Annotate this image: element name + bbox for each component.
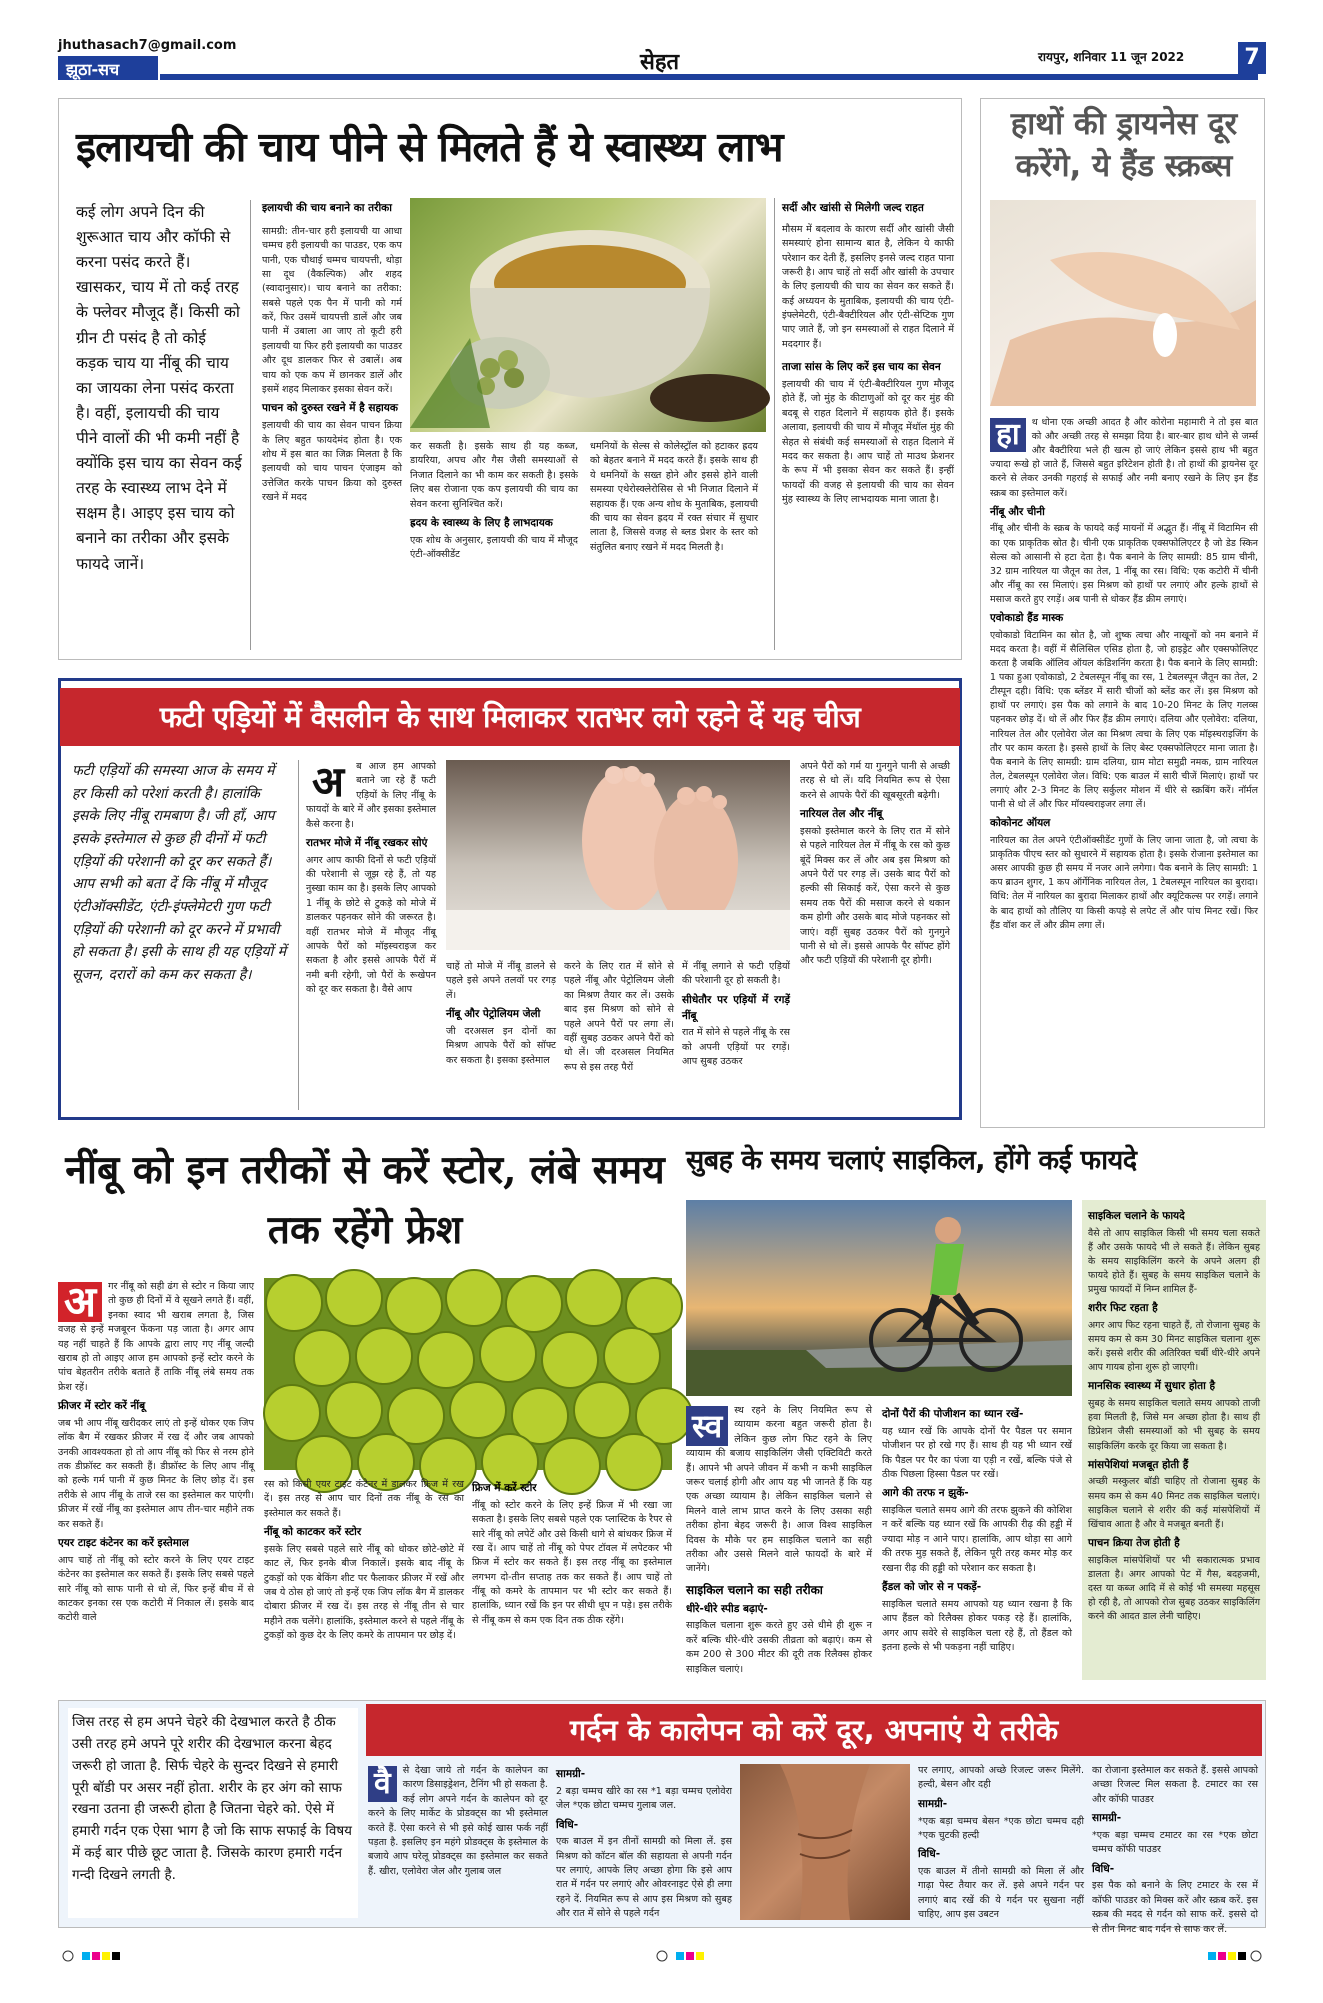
subhead: फ्रिज में करें स्टोर bbox=[472, 1482, 537, 1494]
dropcap: वै bbox=[368, 1766, 397, 1802]
subhead: पाचन क्रिया तेज होती है bbox=[1088, 1536, 1180, 1549]
subhead: ह्रदय के स्वास्थ्य के लिए है लाभदायक bbox=[410, 516, 553, 529]
paragraph: जब भी आप नींबू खरीदकर लाएं तो इन्हें धोकर एक जिप लॉक बैग में रखकर फ्रीजर में रख दें और जब आपको उनकी आवश्यकता हो तो आप नींबू को फिर से नरम होने तक डीफ्रॉस्ट कर सकती हैं। डीफ्रॉस्ट के लिए आप नींबू को हल्के गर्म पानी में कुछ मिनट के लिए छोड़ दें। इस तरीके से आप नींबू के ताजे रस का इस्तेमाल कर पाएंगी। फ्रीजर में रखें नींबू का इस्तेमाल आप तीन-चार महीने तक कर सकते हैं। bbox=[58, 1417, 254, 1530]
paragraph: नींबू और चीनी के स्क्रब के फायदे कई मायनों में अद्भुत हैं। नींबू में विटामिन सी का एक प्राकृतिक स्रोत है। चीनी एक प्राकृतिक एक्सफोलिएटर है जो डेड स्किन सेल्स को आसानी से हटा देता है। पैक बनाने के लिए सामग्री: 85 ग्राम चीनी, 32 ग्राम नारियल या जैतून का तेल, 1 नींबू का रस। विधि: एक कटोरी में चीनी और नींबू का रस मिलाएं। इस मिश्रण को हाथों पर लगाएं और हल्के हाथों से मसाज करते हुए रगड़ें। अब पानी से धोकर हैंड क्रीम लगाएं। bbox=[990, 523, 1258, 605]
paragraph: इलायची की चाय का सेवन पाचन क्रिया के लिए बहुत फायदेमंद होता है। एक शोध में इस बात का जिक्र मिलता है कि इलायची को चाय पाचन एंजाइम को उत्तेजित करके पाचन क्रिया को दुरुस्त रखने में मदद bbox=[262, 420, 402, 504]
heels-col4 bbox=[682, 960, 790, 1110]
paragraph: वैसे तो आप साइकिल किसी भी समय चला सकते हैं और उसके फायदे भी ले सकते हैं। लेकिन सुबह के समय साइकिलिंग करने के अपने अलग ही फायदे होते हैं। सुबह के समय साइकिल चलाने के प्रमुख फायदों में निम्न शामिल हैं- bbox=[1088, 1227, 1260, 1296]
cycle-sidebar bbox=[1082, 1200, 1266, 1680]
subhead: विधि- bbox=[1092, 1862, 1115, 1875]
paragraph: इसको इस्तेमाल करने के लिए रात में सोने से पहले नारियल तेल में नींबू के रस को कुछ बूंदें मिक्स कर लें और अब इस मिश्रण को अपने पैरों पर रगड़ लें। उसके बाद पैरों को हल्की सी सिकाई करें, ऐसा करने से कुछ समय तक पैरों की मसाज करने से थकान कम होगी और उसके बाद मोजे पहनकर सो जाएं। वहीं सुबह उठकर पैरों को गुनगुने पानी से धो लें। इससे आपके पैर सॉफ्ट होंगे और फटी एड़ियों की परेशानी दूर होगी। bbox=[800, 825, 950, 967]
cardamom-intro: कई लोग अपने दिन की शुरूआत चाय और कॉफी से करना पसंद करते हैं। खासकर, चाय में तो कई तरह के फ्लेवर मौजूद हैं। किसी को ग्रीन टी पसंद है तो कोई कड़क चाय या नींबू की चाय का जायका लेना पसंद करता है। वहीं, इलायची की चाय पीने वालों की भी कमी नहीं है क्योंकि इस चाय का सेवन कई तरह के स्वास्थ्य लाभ देने में सक्षम है। आइए इस चाय को बनाने का तरीका और इसके फायदे जानें। bbox=[76, 203, 242, 573]
paragraph: आप चाहें तो नींबू को स्टोर करने के लिए एयर टाइट कंटेनर का इस्तेमाल कर सकते हैं। इसके लिए सबसे पहले सारे नींबू को साफ पानी से धो लें, फिर इन्हें बीच में से काटकर इनका रस एक कटोरी में निकाल लें। इसके बाद कटोरी वाले bbox=[58, 1554, 254, 1624]
paragraph: गर नींबू को सही ढंग से स्टोर न किया जाए तो कुछ ही दिनों में वे सूखने लगते हैं। वहीं, इनका स्वाद भी खराब लगता है, जिस वजह से इन्हें मजबूरन फेंकना पड़ जाता है। अगर आप यह नहीं चाहते हैं कि आपके द्वारा लाए गए नींबू जल्दी खराब हो तो आइए आज हम आपको इन्हें स्टोर करने के पांच बेहतरीन तरीके बताते हैं ताकि नींबू लंबे समय तक फ्रेश रहें। bbox=[58, 1281, 254, 1393]
paragraph: नींबू को स्टोर करने के लिए इन्हें फ्रिज में भी रखा जा सकता है। इसके लिए सबसे पहले एक प्लास्टिक के रैपर से सारे नींबू को लपेटें और उसे किसी धागे से बांधकर फ्रिज में रख दें। आप चाहें तो नींबू को पेपर टॉवल में लपेटकर भी फ्रिज में स्टोर कर सकते हैं। इस तरह नींबू का इस्तेमाल लगभग दो-तीन सप्ताह तक कर सकते हैं। आप चाहें तो नींबू को कमरे के तापमान पर भी स्टोर कर सकते हैं। हालांकि, ध्यान रखें कि इन पर सीधी धूप न पड़े। इस तरीके से नींबू कम से कम एक दिन तक ठीक रहेंगे। bbox=[472, 1499, 672, 1626]
paragraph: साइकिल मांसपेशियों पर भी सकारात्मक प्रभाव डालता है। अगर आपको पेट में गैस, बदहजमी, दस्त या कब्ज आदि में से कोई भी समस्या महसूस हो रही है, तो आपको रोज सुबह उठकर साइकिलिंग करने की आदत डाल लेनी चाहिए। bbox=[1088, 1554, 1260, 1623]
paragraph: *एक बड़ा चम्मच बेसन *एक छोटा चम्मच दही *एक चुटकी हल्दी bbox=[918, 1815, 1084, 1841]
paragraph: अच्छी मस्कुलर बॉडी चाहिए तो रोजाना सुबह के समय कम से कम 40 मिनट तक साइकिल चलाएं। साइकिल चलाने से शरीर की कई मांसपेशियों में खिंचाव आता है और वे मजबूत बनती हैं। bbox=[1088, 1476, 1260, 1530]
neck-col2 bbox=[556, 1764, 732, 1922]
paragraph: साइकिल चलाना शुरू करते हुए उसे धीमे ही शुरू न करें बल्कि धीरे-धीरे उसकी तीव्रता को बढ़ाएं। कम से कम 200 से 300 मीटर की दूरी तक रिलैक्स होकर साइकिल चलाएं। bbox=[686, 1620, 872, 1675]
neck-col4 bbox=[1092, 1764, 1258, 1935]
paragraph: सुबह के समय साइकिल चलाते समय आपको ताजी हवा मिलती है, जिसे मन अच्छा होता है। साथ ही डिप्रेशन जैसी समस्याओं को भी सुबह के समय साइकिलिंग करके दूर किया जा सकता है। bbox=[1088, 1398, 1260, 1452]
paragraph: इसके लिए सबसे पहले सारे नींबू को धोकर छोटे-छोटे में काट लें, फिर इनके बीज निकालें। इसके बाद नींबू के टुकड़ों को एक बेकिंग शीट पर फैलाकर फ्रीजर में रखें और जब ये ठोस हो जाएं तो इन्हें एक जिप लॉक बैग में डालकर दोबारा फ्रीजर में रख दें। इस तरह से नींबू तीन से चार महीने तक चलेंगे। हालांकि, इस्तेमाल करने से पहले नींबू के टुकड़ों को कुछ देर के लिए कमरे के तापमान पर छोड़ दें। bbox=[264, 1543, 464, 1642]
cycle-col2 bbox=[882, 1404, 1072, 1680]
subhead: विधि- bbox=[918, 1848, 941, 1861]
paragraph: रस को किसी एयर टाइट कंटेनर में डालकर फ्रिज में रख दें। इस तरह से आप चार दिनों तक नींबू के रस का इस्तेमाल कर सकते हैं। bbox=[264, 1479, 464, 1519]
subhead: सर्दी और खांसी से मिलेगी जल्द राहत bbox=[782, 202, 924, 214]
hand-body bbox=[990, 416, 1258, 1116]
subhead: साइकिल चलाने के फायदे bbox=[1088, 1210, 1185, 1222]
paragraph: में नींबू लगाने से फटी एड़ियों की परेशानी दूर हो सकती है। bbox=[682, 961, 790, 987]
paragraph: अगर आप फिट रहना चाहते हैं, तो रोजाना सुबह के समय कम से कम 30 मिनट साइकिल चलाना शुरू करें। इससे शरीर की अतिरिक्त चर्बी धीरे-धीरे अपने आप गायब होना शुरू हो जाएगी। bbox=[1088, 1320, 1260, 1374]
tea-photo bbox=[410, 198, 766, 432]
heels-col2 bbox=[446, 960, 556, 1110]
cycling-photo bbox=[686, 1200, 1072, 1396]
paragraph: से देखा जाये तो गर्दन के कालेपन का कारण डिसाइड्रेशन, टैनिंग भी हो सकता है. कई लोग अपने गर्दन के कालेपन को दूर करने के लिए मार्केट के प्रोडक्ट्स का भी इस्तेमाल करते हैं. ऐसा करने से भी इसे कोई खास फर्क नहीं पड़ता है. इसलिए इन महंगे प्रोडक्ट्स के इस्तेमाल के बजाये आप घरेलू प्रोडक्ट्स का इस्तेमाल कर सकते हैं. खीरा, एलोवेरा जेल और गुलाब जल bbox=[368, 1765, 548, 1877]
subhead: नारियल तेल और नींबू bbox=[800, 808, 883, 821]
subhead: एवोकाडो हैंड मास्क bbox=[990, 612, 1064, 625]
lemon-col3 bbox=[472, 1478, 672, 1680]
dropcap: हा bbox=[990, 418, 1026, 452]
cycle-headline: सुबह के समय चलाएं साइकिल, होंगे कई फायदे bbox=[686, 1145, 1137, 1176]
dropcap: अ bbox=[312, 757, 345, 806]
page-number: 7 bbox=[1238, 42, 1266, 74]
subhead: इलायची की चाय बनाने का तरीका bbox=[262, 202, 392, 214]
subhead: ताजा सांस के लिए करें इस चाय का सेवन bbox=[782, 361, 941, 374]
hand-photo bbox=[990, 200, 1256, 406]
paragraph: धमनियों के सेल्स से कोलेस्ट्रॉल को हटाकर ह्रदय को बेहतर बनाने में मदद करते हैं। इसके साथ ही ये धमनियों के सख्त होने और इससे होने वाली समस्या एथेरोस्क्लेरोसिस से भी निजात दिलाने में सहायक हैं। एक अन्य शोध के मुताबिक, इलायची की चाय का सेवन ह्रदय में रक्त संचार में सुधार लाता है, जिससे वजह से ब्लड प्रेशर के स्तर को संतुलित बनाए रखने में मदद मिलती है। bbox=[590, 441, 758, 553]
paragraph: एवोकाडो विटामिन का स्रोत है, जो शुष्क त्वचा और नाखूनों को नम बनाने में मदद करता है। वहीं में सैलिसिल एसिड होता है, जो हाइड्रेट और एक्सफोलिएट करता है जबकि ऑलिव ऑयल कंडिशनिंग करता है। पैक बनाने के लिए सामग्री: 1 पका हुआ एवोकाडो, 2 टेबलस्पून नींबू का रस, 1 टेबलस्पून जैतून का तेल, 2 टीस्पून दही। विधि: एक ब्लेंडर में सारी चीजों को ब्लेंड कर लें। इस मिश्रण को हाथों पर लगाएं। इस पैक को लगाने के बाद 10-20 मिनट के लिए गलव्स पहनकर छोड़ दें। धो लें और फिर हैंड क्रीम लगाएं। दलिया और एलोवेरा: दलिया, नारियल तेल और एलोवेरा जेल का मिश्रण त्वचा के लिए एक मॉइस्चराइजिंग के तौर पर काम करता है। इससे हाथों के लिए बेस्ट एक्सफोलिएटर माना जाता है। पैक बनाने के लिए सामग्री: ग्राम दलिया, ग्राम मोटा समुद्री नमक, ग्राम नारियल तेल, टेबलस्पून एलोवेरा जेल। विधि: एक बाउल में सारी चीजें मिलाएं। हाथों पर लगाएं और 2-3 मिनट के लिए सर्कुलर मोशन में धीरे से स्क्रबिंग करें। नॉर्मल पानी से धो लें और फिर मॉयस्चराइजर लगा लें। bbox=[990, 629, 1258, 811]
paragraph: का रोजाना इस्तेमाल कर सकते हैं. इससे आपको अच्छा रिजल्ट मिल सकता है. टमाटर का रस और कॉफी पाउडर bbox=[1092, 1765, 1258, 1805]
heels-headline: फटी एड़ियों में वैसलीन के साथ मिलाकर रातभर लगे रहने दें यह चीज bbox=[60, 688, 960, 746]
neck-col1 bbox=[368, 1764, 548, 1922]
paragraph: एक बाउल में तीनो सामग्री को मिला लें और गाढ़ा पेस्ट तैयार कर लें. इसे अपने गर्दन पर लगाएं बाद रखें की ये गर्दन पर सुखना नहीं चाहिए, आप इस उबटन bbox=[918, 1866, 1084, 1921]
paragraph: करने के लिए रात में सोने से पहले नींबू और पेट्रोलियम जेली का मिश्रण तैयार कर लें। उसके बाद इस मिश्रण को सोने से पहले अपने पैरों पर लगा लें। वहीं सुबह उठकर अपने पैरों को धो लें। जी दरअसल नियमित रूप से इस तरह पैरों bbox=[564, 961, 674, 1073]
paragraph: *एक बड़ा चम्मच टमाटर का रस *एक छोटा चम्मच कॉफी पाउडर bbox=[1092, 1829, 1258, 1856]
paragraph: एक शोध के अनुसार, इलायची की चाय में मौजूद एंटी-ऑक्सीडेंट bbox=[410, 534, 578, 561]
subhead: विधि- bbox=[556, 1818, 579, 1831]
lemon-col2 bbox=[264, 1478, 464, 1680]
subhead: दोनों पैरों की पोजीशन का ध्यान रखें- bbox=[882, 1408, 1024, 1420]
paragraph: चाहें तो मोजे में नींबू डालने से पहले इसे अपने तलवों पर रगड़ लें। bbox=[446, 961, 556, 1001]
masthead-email: jhuthasach7@gmail.com bbox=[58, 38, 237, 53]
paragraph: नारियल का तेल अपने एंटीऑक्सीडेंट गुणों के लिए जाना जाता है, जो त्वचा के प्राकृतिक पीएच स्तर को सुधारने में सहायक होता है। इसके रोजाना इस्तेमाल का असर आपकी कुछ ही समय में नजर आने लगेगा। पैक बनाने के लिए सामग्री: 1 कप ब्राउन शुगर, 1 कप ऑर्गेनिक नारियल तेल, 1 टेबलस्पून नारियल का बुरादा। विधि: तेल में नारियल का बुरादा मिलाकर हाथों और क्यूटिकल्स पर रगड़ें। लगाने के बाद हाथों को तौलिए या किसी कपड़े से लपेट लें और पांच मिनट रखें। फिर हैंड वॉश कर लें और क्रीम लगा लें। bbox=[990, 834, 1258, 931]
paragraph: साइकिल चलाते समय आपको यह ध्यान रखना है कि आप हैंडल को रिलैक्स होकर पकड़ रहे हैं। हालांकि, अगर आप सवेरे से साइकिल चला रहे हैं, तो हैंडल को इतना हल्के से भी पकड़ना नहीं चाहिए। bbox=[882, 1598, 1072, 1653]
paragraph: पर लगाए, आपको अच्छे रिजल्ट जरूर मिलेंगे. हल्दी, बेसन और दही bbox=[918, 1765, 1084, 1791]
subhead: एयर टाइट कंटेनर का करें इस्तेमाल bbox=[58, 1537, 189, 1549]
lemons-photo bbox=[264, 1278, 672, 1470]
subhead: मांसपेशियां मजबूत होती हैं bbox=[1088, 1458, 1189, 1471]
subhead: नींबू और चीनी bbox=[990, 505, 1045, 518]
paragraph: रात में सोने से पहले नींबू के रस को अपनी एड़ियों पर रगड़ें। आप सुबह उठकर bbox=[682, 1027, 790, 1068]
paragraph: मौसम में बदलाव के कारण सर्दी और खांसी जैसी समस्याएं होना सामान्य बात है, लेकिन ये काफी परेशान कर देती हैं, इसलिए इनसे जल्द राहत पाना जरूरी है। आप चाहें तो सर्दी और खांसी के उपचार के लिए इलायची की चाय का सेवन कर सकते हैं। कई अध्ययन के मुताबिक, इलायची की चाय एंटी-इंफ्लेमेटरी, एंटी-बैक्टीरियल और एंटी-सेप्टिक गुण पाए जाते हैं, जो इन समस्याओं से राहत दिलाने में मददगार हैं। bbox=[782, 223, 954, 350]
paragraph: एक बाउल में इन तीनों सामग्री को मिला लें. इस मिश्रण को कॉटन बॉल की सहायता से अपनी गर्दन पर लगाएं, आपके लिए अच्छा होगा कि इसे आप रात में गर्दन पर लगाएं और ओवरनाइट ऐसे ही लगा रहने दें. नियमित रूप से आप इस मिश्रण को सुबह और रात में सोने से पहले गर्दन bbox=[556, 1836, 732, 1920]
paragraph: अपने पैरों को गर्म या गुनगुने पानी से अच्छी तरह से धो लें। यदि नियमित रूप से ऐसा करने से आपके पैरों की खूबसूरती बढ़ेगी। bbox=[800, 761, 950, 801]
hand-headline: हाथों की ड्रायनेस दूर करेंगे, ये हैंड स्क्रब्स bbox=[1010, 106, 1238, 184]
paragraph: 2 बड़ा चम्मच खीरे का रस *1 बड़ा चम्मच एलोवेरा जेल *एक छोटा चम्मच गुलाब जल. bbox=[556, 1785, 732, 1812]
subhead: नींबू को काटकर करें स्टोर bbox=[264, 1526, 362, 1539]
heels-intro: फटी एड़ियों की समस्या आज के समय में हर किसी को परेशां करती है। हालांकि इसके लिए नींबू रामबाण है। जी हाँ, आप इसके इस्तेमाल से कुछ ही दीनों में फटी एड़ियों की परेशानी को दूर कर सकते हैं। आप सभी को बता दें कि नींबू में मौजूद एंटीऑक्सीडेंट, एंटी-इंफ्लेमेटरी गुण फटी एड़ियों की परेशानी को दूर करने में प्रभावी हो सकता है। इसी के साथ ही यह एड़ियों में सूजन, दरारों को कम कर सकता है। bbox=[72, 763, 287, 984]
lemon-col1 bbox=[58, 1277, 254, 1680]
paragraph: सामग्री: तीन-चार हरी इलायची या आधा चम्मच हरी इलायची का पाउडर, एक कप पानी, एक चौथाई चम्मच चायपत्ती, थोड़ा सा दूध (वैकल्पिक) और शहद (स्वादानुसार)। चाय बनाने का तरीका: सबसे पहले एक पैन में पानी को गर्म करें, फिर उसमें चायपत्ती डालें और जब पानी में उबाला आ जाए तो कूटी हरी इलायची या फिर हरी इलायची का पाउडर और दूध डालकर फिर से उबालें। अब चाय को एक कप में छानकर डालें और इसमें शहद मिलाकर इसका सेवन करें। bbox=[262, 225, 402, 396]
subhead: सामग्री- bbox=[918, 1797, 948, 1810]
subhead: सामग्री- bbox=[1092, 1812, 1122, 1825]
subhead: फ्रीजर में स्टोर करें नींबू bbox=[58, 1400, 146, 1413]
cardamom-col4 bbox=[590, 440, 758, 650]
subhead: कोकोनट ऑयल bbox=[990, 817, 1051, 830]
heels-col5 bbox=[800, 760, 950, 1110]
paragraph: इस पैक को बनाने के लिए टमाटर के रस में कॉफी पाउडर को मिक्स करें और स्क्रब करें. इस स्क्रब की मदद से गर्दन को साफ करें. इससे दो से तीन मिनट बाद गर्दन से साफ कर लें. bbox=[1092, 1880, 1258, 1935]
subhead: साइकिल चलाने का सही तरीका bbox=[686, 1582, 823, 1597]
subhead: पाचन को दुरुस्त रखने में है सहायक bbox=[262, 402, 398, 415]
subhead: रातभर मोजे में नींबू रखकर सोएं bbox=[306, 836, 428, 849]
neck-photo bbox=[740, 1764, 910, 1920]
cardamom-headline: इलायची की चाय पीने से मिलते हैं ये स्वास्थ्य लाभ bbox=[76, 123, 783, 171]
paragraph: थ धोना एक अच्छी आदत है और कोरोना महामारी ने तो इस बात को और अच्छी तरह से समझा दिया है। बार-बार हाथ धोने से जर्म्स और बैक्टीरिया भले ही खत्म हो जाएं लेकिन इससे हाथ भी बहुत ज्यादा रूखे हो जाते हैं, जिससे बहुत इरिटेशन होती है। तो हाथों की ड्रायनेस दूर करने से लेकर उनकी गहराई से सफाई और नमी बनाए रखने के लिए इन हैंड स्क्रब का इस्तेमाल करें। bbox=[990, 417, 1258, 499]
cycle-col1 bbox=[686, 1404, 872, 1680]
dropcap: स्व bbox=[686, 1406, 728, 1446]
cardamom-col3 bbox=[410, 440, 578, 650]
paragraph: अगर आप काफी दिनों से फटी एड़ियों की परेशानी से जूझ रहे हैं, तो यह नुस्खा काम का है। इसके लिए आपको 1 नींबू के छोटे से टुकड़े को मोजे में डालकर पहनकर सोने की जरूरत है। वहीं रातभर मोजे में मौजूद नींबू आपके पैरों को मॉइस्चराइज कर सकता है और इससे आपके पैरों में नमी बनी रहेगी, जो पैरों के रूखेपन को दूर कर सकता है। वैसे आप bbox=[306, 854, 436, 996]
paragraph: यह ध्यान रखें कि आपके दोनों पैर पैडल पर समान पोजीशन पर हो रखे गए हैं। साथ ही यह भी ध्यान रखें कि पैडल पर पैर का पंजा या एड़ी न रखें, बल्कि पंजे से ठीक पिछला हिस्सा पैडल पर रखें। bbox=[882, 1425, 1072, 1480]
registration-marks bbox=[58, 1948, 1266, 1962]
paragraph: ब आज हम आपको बताने जा रहे हैं फटी एड़ियों के लिए नींबू के फायदों के बारे में और इसका इस्तेमाल कैसे करना है। bbox=[306, 761, 436, 830]
neck-intro: जिस तरह से हम अपने चेहरे की देखभाल करते है ठीक उसी तरह हमे अपने पूरे शरीर की देखभाल करना बेहद जरूरी हो जाता है. सिर्फ चेहरे के सुन्दर दिखने से हमारी पूरी बॉडी पर असर नहीं होता. शरीर के हर अंग को साफ रखना उतना ही जरूरी होता है जितना चेहरे को. ऐसे में हमारी गर्दन एक ऐसा भाग है जो कि साफ सफाई के विषय में कई बार पीछे छूट जाता है. जिसके कारण हमारी गर्दन गन्दी दिखने लगती है. bbox=[68, 1708, 358, 1918]
subhead: सामग्री- bbox=[556, 1768, 586, 1780]
dropcap: अ bbox=[58, 1282, 102, 1322]
subhead: आगे की तरफ न झुकें- bbox=[882, 1487, 969, 1500]
dateline: रायपुर, शनिवार 11 जून 2022 bbox=[1038, 50, 1185, 64]
subhead: सीधेतौर पर एड़ियों में रगड़ें नींबू bbox=[682, 993, 790, 1022]
cardamom-col5 bbox=[782, 198, 954, 650]
paragraph: जी दरअसल इन दोनों का मिश्रण आपके पैरों को सॉफ्ट कर सकता है। इसका इस्तेमाल bbox=[446, 1025, 556, 1066]
section-title: सेहत bbox=[640, 49, 680, 75]
subhead: नींबू और पेट्रोलियम जेली bbox=[446, 1008, 541, 1021]
paragraph: कर सकती है। इसके साथ ही यह कब्ज, डायरिया, अपच और गैस जैसी समस्याओं से निजात दिलाने का भी काम कर सकती है। इसके लिए बस रोजाना एक कप इलायची की चाय का सेवन करना सुनिश्चित करें। bbox=[410, 441, 578, 510]
masthead-bar bbox=[160, 74, 1258, 80]
paragraph: इलायची की चाय में एंटी-बैक्टीरियल गुण मौजूद होते हैं, जो मुंह के कीटाणुओं को दूर कर मुंह की बदबू से राहत दिलाने में सहायक होते हैं। इसके अलावा, इलायची की चाय में मौजूद मेंथॉल मुंह की सेहत से संबंधी कई समस्याओं से राहत दिलाने में मदद कर सकता है। आप चाहें तो माउथ फ्रेशनर के रूप में भी इसका सेवन कर सकते हैं। इन्हीं फायदों की वजह से इलायची की चाय का सेवन मुंह स्वास्थ्य के लिए लाभदायक माना जाता है। bbox=[782, 379, 954, 506]
heels-col1 bbox=[306, 757, 436, 1110]
subhead: हैंडल को जोर से न पकड़ें- bbox=[882, 1581, 982, 1594]
cardamom-col2 bbox=[262, 198, 402, 650]
paragraph: स्थ रहने के लिए नियमित रूप से व्यायाम करना बहुत जरूरी होता है। लेकिन कुछ लोग फिट रहने के लिए व्यायाम की बजाय साइकिलिंग जैसी एक्टिविटी करते हैं। आपने भी अपने जीवन में कभी न कभी साइकिल जरूर चलाई होगी और आप यह भी जानते हैं कि यह एक अच्छा व्यायाम है। लेकिन साइकिल चलाने से मिलने वाले लाभ प्राप्त करने के लिए उसका सही तरीका होना बेहद जरूरी है। आज विश्व साइकिल दिवस के मौके पर हम साइकिल चलाने का सही तरीका और उससे मिलने वाले फायदों के बारे में जानेंगे। bbox=[686, 1405, 872, 1575]
paragraph: साइकिल चलाते समय आगे की तरफ झुकने की कोशिश न करें बल्कि यह ध्यान रखें कि आपकी रीढ़ की हड्डी में ज्यादा मोड़ न आने पाए। हालांकि, आप थोड़ा सा आगे की तरफ मुड़ सकते हैं, लेकिन पूरी तरह कमर मोड़ कर रखना रीढ़ की हड्डी को परेशान कर सकता है। bbox=[882, 1505, 1072, 1574]
neck-col3 bbox=[918, 1764, 1084, 1922]
subhead: मानसिक स्वास्थ्य में सुधार होता है bbox=[1088, 1380, 1216, 1393]
heels-col3 bbox=[564, 960, 674, 1110]
neck-headline: गर्दन के कालेपन को करें दूर, अपनाएं ये तरीके bbox=[366, 1704, 1262, 1756]
subhead: धीरे-धीरे स्पीड बढ़ाएं- bbox=[686, 1602, 768, 1615]
lemon-headline: नींबू को इन तरीकों से करें स्टोर, लंबे समय तक रहेंगे फ्रेश bbox=[65, 1147, 665, 1254]
subhead: शरीर फिट रहता है bbox=[1088, 1302, 1158, 1315]
masthead-brand: झूठा-सच bbox=[58, 56, 158, 80]
feet-photo bbox=[446, 760, 790, 950]
